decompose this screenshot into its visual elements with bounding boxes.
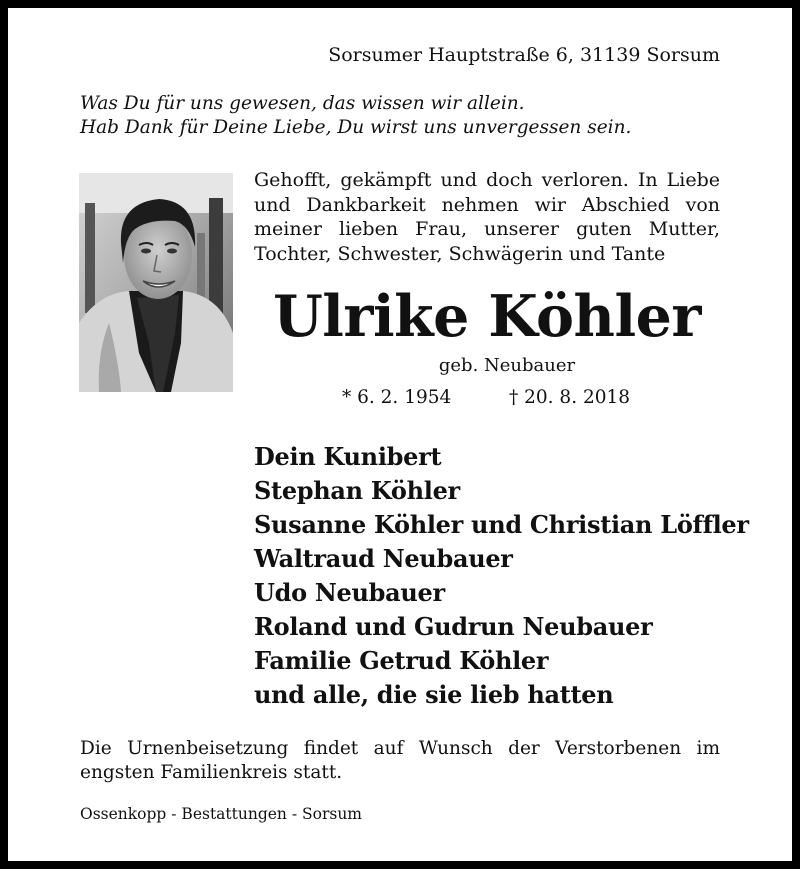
mourner: Waltraud Neubauer — [254, 544, 513, 573]
mourners-list — [254, 440, 749, 712]
verse-line: Hab Dank für Deine Liebe, Du wirst uns unvergessen sein. — [80, 117, 632, 138]
address: Sorsumer Hauptstraße 6, 31139 Sorsum — [328, 44, 720, 66]
portrait-photo — [79, 173, 233, 392]
verse — [80, 92, 631, 140]
deceased-name: Ulrike Köhler — [273, 283, 701, 350]
maiden-name: geb. Neubauer — [438, 355, 576, 376]
verse-line: Was Du für uns gewesen, das wissen wir allein. — [80, 93, 525, 114]
birth-date: * 6. 2. 1954 — [342, 387, 452, 408]
undertaker: Ossenkopp - Bestattungen - Sorsum — [80, 805, 363, 823]
intro-text: Gehofft, gekämpft und doch verloren. In Liebe und Dankbarkeit nehmen wir Abschied von meiner lieben Frau, unserer guten Mutter, Tochter, Schwester, Schwägerin und Tante — [254, 169, 720, 265]
mourner: Familie Getrud Köhler — [254, 646, 549, 675]
burial-notice: Die Urnenbeisetzung findet auf Wunsch der Verstorbenen im engsten Familienkreis statt. — [80, 738, 720, 783]
mourner: Roland und Gudrun Neubauer — [254, 612, 653, 641]
mourner: Dein Kunibert — [254, 442, 442, 471]
mourner: Udo Neubauer — [254, 578, 445, 607]
mourner: Susanne Köhler und Christian Löffler — [254, 510, 749, 539]
mourner: Stephan Köhler — [254, 476, 460, 505]
death-date: † 20. 8. 2018 — [509, 387, 631, 408]
mourner: und alle, die sie lieb hatten — [254, 680, 614, 709]
